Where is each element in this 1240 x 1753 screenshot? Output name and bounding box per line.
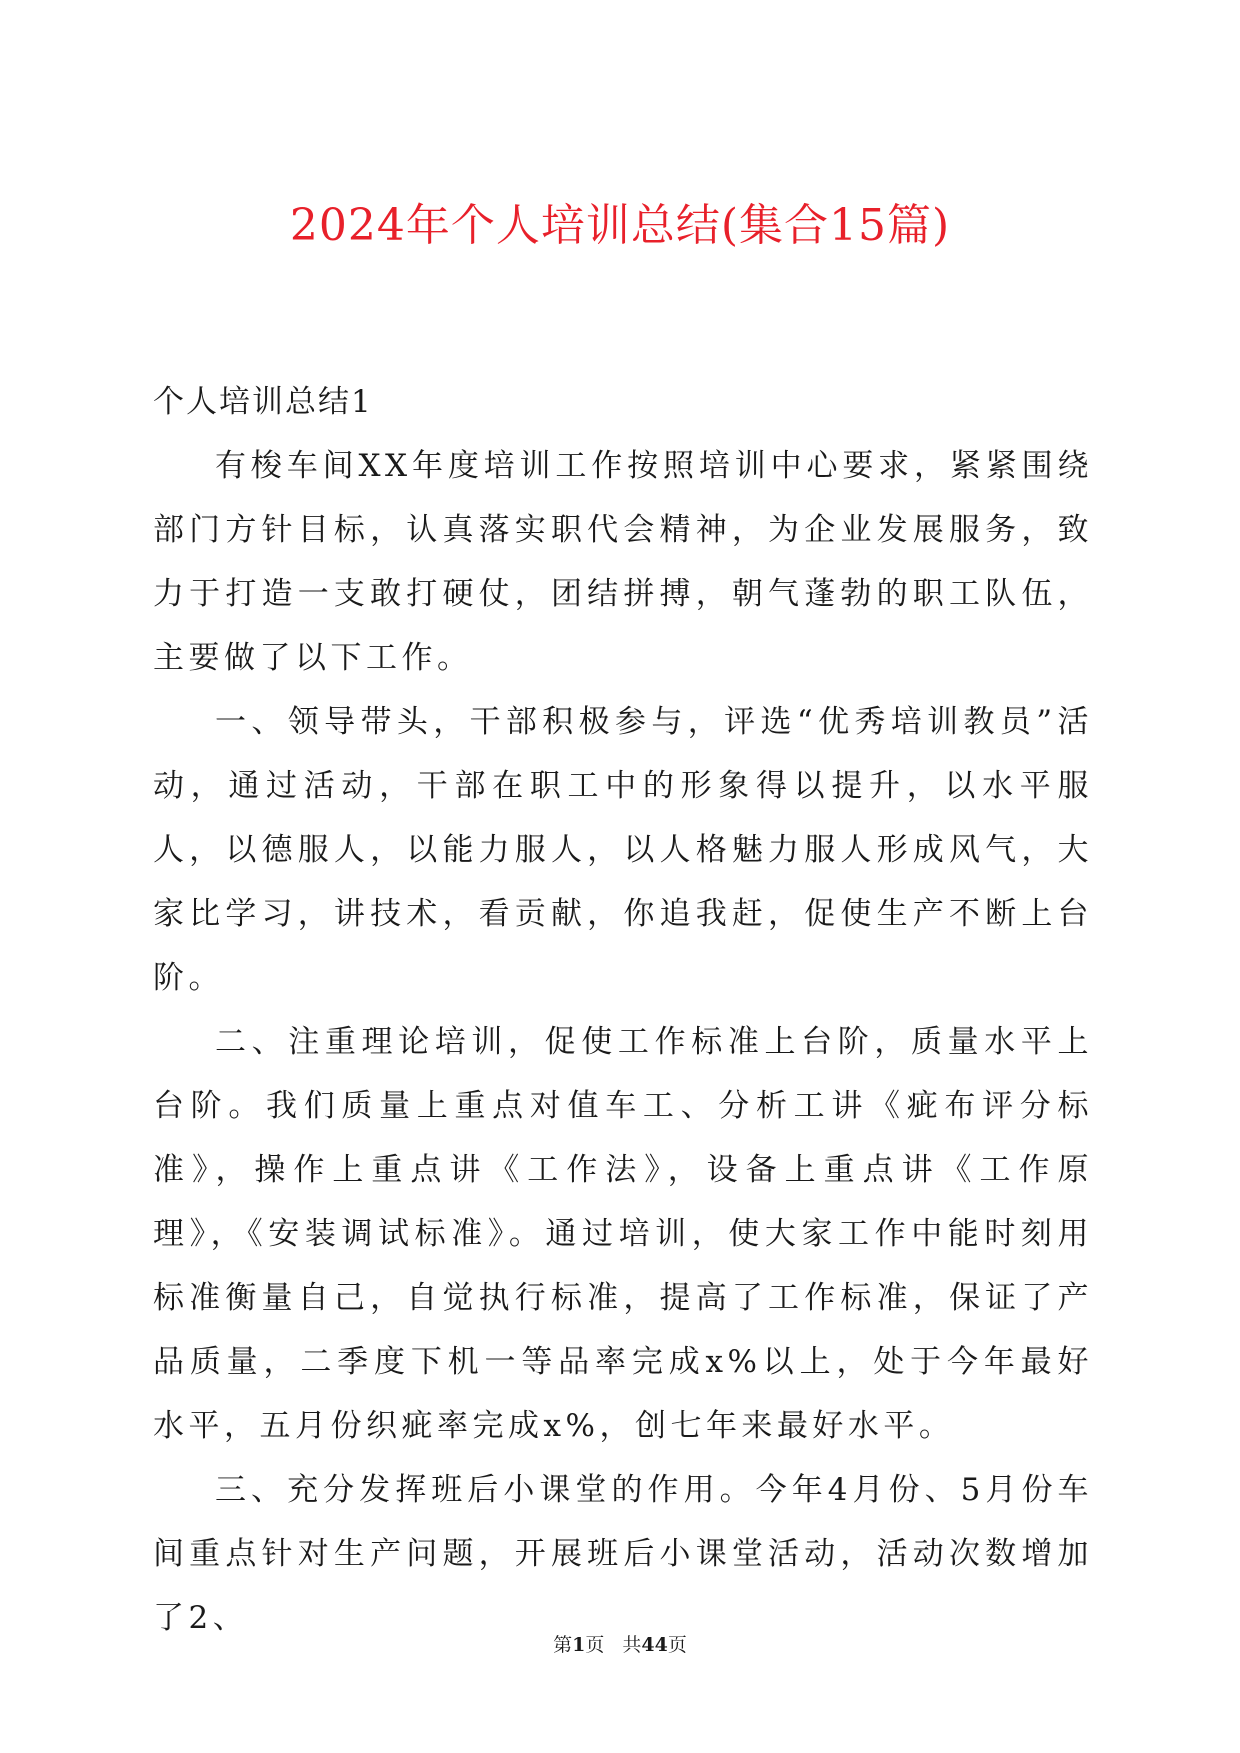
paragraph-item-3: 三、充分发挥班后小课堂的作用。今年4月份、5月份车间重点针对生产问题，开展班后小课堂活动，活动次数增加了2、 xyxy=(153,1472,1093,1636)
footer-total-prefix: 共 xyxy=(622,1634,642,1656)
footer-page-suffix: 页 xyxy=(585,1634,605,1656)
section-heading: 个人培训总结1 xyxy=(153,384,373,420)
page-footer xyxy=(0,1633,1240,1657)
footer-total-suffix: 页 xyxy=(667,1634,687,1656)
footer-total-pages: 44 xyxy=(641,1634,668,1656)
footer-page-number: 1 xyxy=(572,1634,586,1656)
paragraph-item-1: 一、领导带头，干部积极参与，评选“优秀培训教员”活动，通过活动，干部在职工中的形象得以提升，以水平服人，以德服人，以能力服人，以人格魅力服人形成风气，大家比学习，讲技术，看贡献，你追我赶，促使生产不断上台阶。 xyxy=(153,704,1093,996)
document-title: 2024年个人培训总结(集合15篇) xyxy=(289,200,951,251)
footer-page-prefix: 第 xyxy=(553,1634,573,1656)
paragraph-intro: 有梭车间XX年度培训工作按照培训中心要求，紧紧围绕部门方针目标，认真落实职代会精神，为企业发展服务，致力于打造一支敢打硬仗，团结拼搏，朝气蓬勃的职工队伍，主要做了以下工作。 xyxy=(153,448,1093,676)
document-body xyxy=(153,370,1093,1650)
paragraph-item-2: 二、注重理论培训，促使工作标准上台阶，质量水平上台阶。我们质量上重点对值车工、分析工讲《疵布评分标准》，操作上重点讲《工作法》，设备上重点讲《工作原理》，《安装调试标准》。通过培训，使大家工作中能时刻用标准衡量自己，自觉执行标准，提高了工作标准，保证了产品质量，二季度下机一等品率完成x%以上，处于今年最好水平，五月份织疵率完成x%，创七年来最好水平。 xyxy=(153,1024,1093,1444)
